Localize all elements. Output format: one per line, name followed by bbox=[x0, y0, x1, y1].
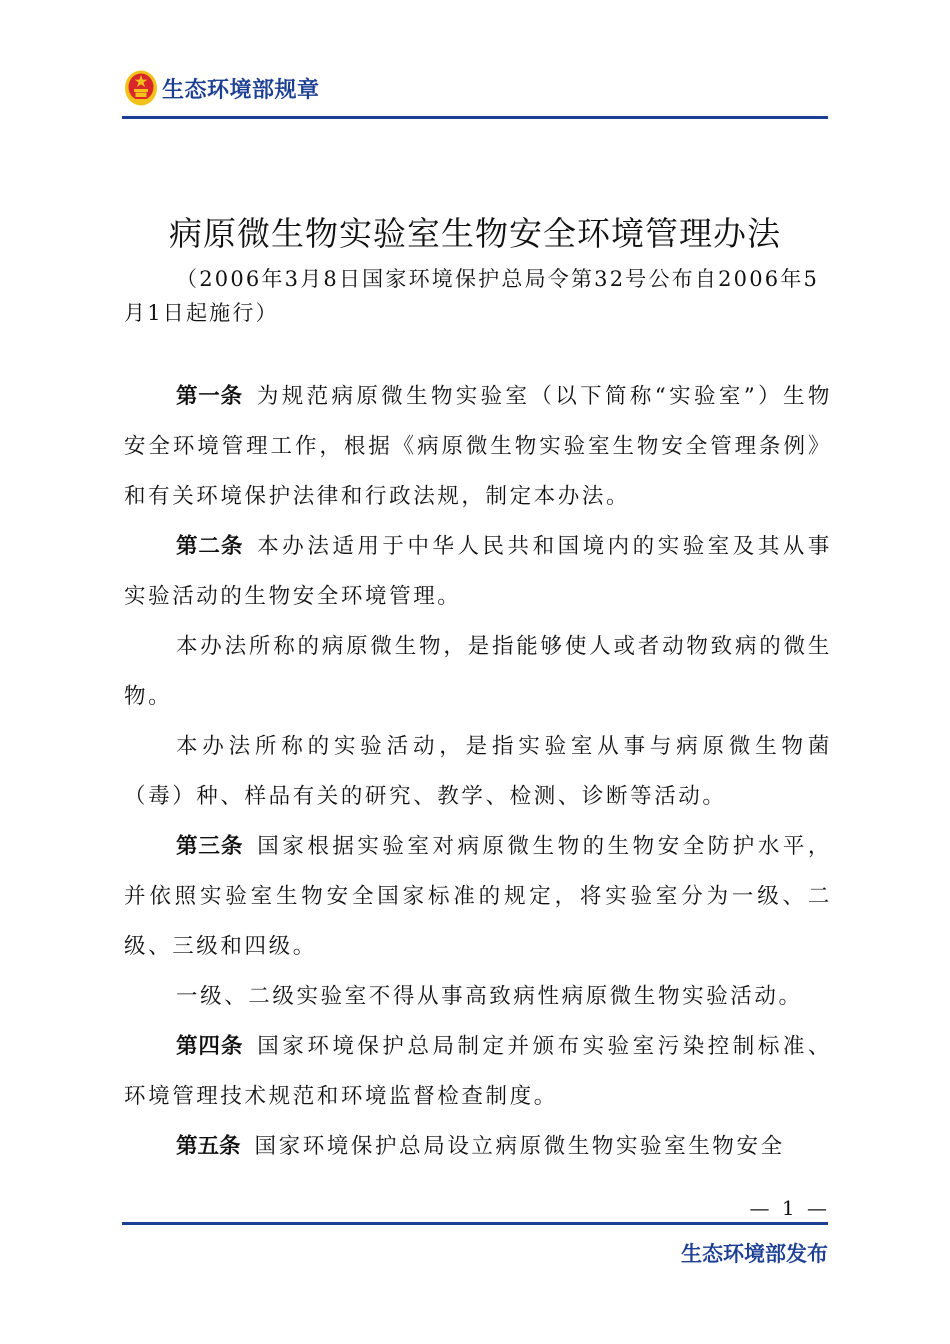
paragraph-text: 本办法所称的病原微生物，是指能够使人或者动物致病的微生物。 bbox=[124, 634, 832, 709]
document-title: 病原微生物实验室生物安全环境管理办法 bbox=[169, 214, 781, 253]
paragraph bbox=[124, 1122, 832, 1172]
article-label: 第三条 bbox=[176, 834, 244, 859]
paragraph-text: 国家环境保护总局设立病原微生物实验室生物安全 bbox=[254, 1134, 785, 1159]
paragraph bbox=[124, 622, 832, 722]
paragraph bbox=[124, 372, 832, 522]
document-body bbox=[124, 372, 832, 1172]
paragraph-text: 一级、二级实验室不得从事高致病性病原微生物实验活动。 bbox=[176, 984, 803, 1009]
article-label: 第五条 bbox=[176, 1134, 241, 1159]
paragraph-text: 本办法适用于中华人民共和国境内的实验室及其从事实验活动的生物安全环境管理。 bbox=[124, 534, 832, 609]
paragraph-text: 本办法所称的实验活动，是指实验室从事与病原微生物菌（毒）种、样品有关的研究、教学、检测、诊断等活动。 bbox=[124, 734, 832, 809]
paragraph-text: 为规范病原微生物实验室（以下简称“实验室”）生物安全环境管理工作，根据《病原微生物实验室生物安全管理条例》和有关环境保护法律和行政法规，制定本办法。 bbox=[124, 384, 832, 509]
paragraph bbox=[124, 972, 832, 1022]
article-label: 第二条 bbox=[176, 534, 244, 559]
paragraph-text: 国家环境保护总局制定并颁布实验室污染控制标准、环境管理技术规范和环境监督检查制度。 bbox=[124, 1034, 832, 1109]
page-number: — 1 — bbox=[749, 1196, 830, 1220]
article-label: 第四条 bbox=[176, 1034, 244, 1059]
article-label: 第一条 bbox=[176, 384, 243, 409]
footer-divider bbox=[122, 1222, 828, 1225]
paragraph bbox=[124, 722, 832, 822]
header-divider bbox=[122, 116, 828, 119]
paragraph bbox=[124, 522, 832, 622]
footer-publisher: 生态环境部发布 bbox=[681, 1242, 828, 1266]
header-title: 生态环境部规章 bbox=[162, 77, 320, 103]
national-emblem-icon bbox=[124, 69, 158, 107]
page-header bbox=[124, 66, 320, 110]
paragraph-text: 国家根据实验室对病原微生物的生物安全防护水平，并依照实验室生物安全国家标准的规定，将实验室分为一级、二级、三级和四级。 bbox=[124, 834, 832, 959]
paragraph bbox=[124, 822, 832, 972]
document-subtitle: （2006年3月8日国家环境保护总局令第32号公布自2006年5月1日起施行） bbox=[124, 267, 820, 325]
paragraph bbox=[124, 1022, 832, 1122]
